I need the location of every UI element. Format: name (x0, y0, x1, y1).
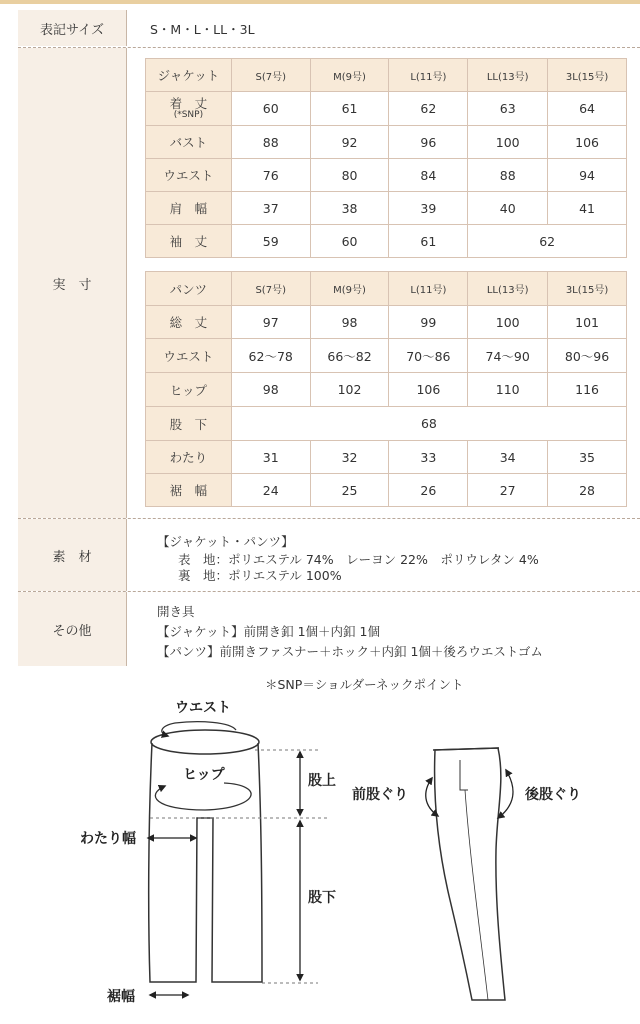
header-cell: S(7号) (231, 272, 310, 306)
table-cell: 59 (231, 225, 310, 258)
table-cell: 88 (468, 159, 548, 192)
material-line: 表 地：ポリエステル 74% レーヨン 22% ポリウレタン 4% (178, 552, 539, 567)
snp-note: ＊SNP＝ショルダーネックポイント (265, 677, 464, 692)
table-cell: 70〜86 (389, 339, 468, 373)
size-label: 表記サイズ (18, 10, 126, 46)
table-cell: 110 (468, 373, 548, 407)
table-cell: 27 (468, 474, 548, 507)
table-cell: 106 (548, 126, 627, 159)
waist-arrow (162, 722, 236, 736)
table-cell: 101 (548, 306, 627, 339)
hem-label: 裾幅 (107, 989, 135, 1005)
pants-side-outline (433, 748, 505, 1000)
table-cell: 33 (389, 441, 468, 474)
table-cell: 62〜78 (231, 339, 310, 373)
header-cell: M(9号) (310, 272, 389, 306)
row-label: 股 下 (146, 407, 232, 441)
waist-label: ウエスト (175, 700, 231, 716)
table-cell: 24 (231, 474, 310, 507)
row-label: ヒップ (146, 373, 232, 407)
header-cell: S(7号) (231, 59, 310, 92)
hip-label: ヒップ (183, 767, 225, 783)
table-cell: 80〜96 (548, 339, 627, 373)
table-cell: 100 (468, 126, 548, 159)
other-line: 【ジャケット】前開き釦 1個＋内釦 1個 (157, 624, 380, 639)
table-cell: 26 (389, 474, 468, 507)
header-cell: L(11号) (389, 272, 468, 306)
other-line: 【パンツ】前開きファスナー＋ホック＋内釦 1個＋後ろウエストゴム (157, 644, 543, 659)
row-label: 袖 丈 (146, 225, 232, 258)
back-rise-label: 後股ぐり (525, 787, 581, 803)
table-cell: 60 (231, 92, 310, 126)
row-label: バスト (146, 126, 232, 159)
header-cell: LL(13号) (468, 272, 548, 306)
table-cell: 92 (310, 126, 389, 159)
table-cell: 61 (389, 225, 468, 258)
measurement-label: 実 寸 (18, 48, 126, 518)
table-cell: 88 (231, 126, 310, 159)
table-cell: 84 (389, 159, 468, 192)
hip-arrow (155, 783, 251, 810)
row-label: わたり (146, 441, 232, 474)
table-cell: 34 (468, 441, 548, 474)
table-cell: 62 (468, 225, 627, 258)
table-cell: 37 (231, 192, 310, 225)
other-label: その他 (18, 592, 126, 666)
table-cell: 64 (548, 92, 627, 126)
table-cell: 25 (310, 474, 389, 507)
table-cell: 66〜82 (310, 339, 389, 373)
table-cell: 100 (468, 306, 548, 339)
row-label: 裾 幅 (146, 474, 232, 507)
front-rise-label: 前股ぐり (352, 787, 408, 803)
table-cell: 76 (231, 159, 310, 192)
table-cell: 60 (310, 225, 389, 258)
table-cell: 32 (310, 441, 389, 474)
table-cell: 28 (548, 474, 627, 507)
other-line: 開き具 (157, 604, 195, 619)
header-cell: ジャケット (146, 59, 232, 92)
inseam-label: 股下 (308, 890, 336, 906)
rise-label: 股上 (308, 773, 336, 789)
table-cell: 62 (389, 92, 468, 126)
table-cell: 38 (310, 192, 389, 225)
table-cell: 80 (310, 159, 389, 192)
table-cell: 97 (231, 306, 310, 339)
table-cell: 96 (389, 126, 468, 159)
header-cell: M(9号) (310, 59, 389, 92)
size-value: S・M・L・LL・3L (150, 22, 255, 37)
row-label: ウエスト (146, 159, 232, 192)
row-label: 肩 幅 (146, 192, 232, 225)
table-cell: 98 (310, 306, 389, 339)
material-line: 【ジャケット・パンツ】 (157, 534, 294, 549)
table-cell: 35 (548, 441, 627, 474)
watari-label: わたり幅 (80, 831, 136, 847)
table-cell: 41 (548, 192, 627, 225)
table-cell: 31 (231, 441, 310, 474)
row-label: ウエスト (146, 339, 232, 373)
table-cell: 61 (310, 92, 389, 126)
header-cell: 3L(15号) (548, 59, 627, 92)
header-cell: 3L(15号) (548, 272, 627, 306)
table-cell: 94 (548, 159, 627, 192)
table-cell: 116 (548, 373, 627, 407)
table-cell: 40 (468, 192, 548, 225)
material-label: 素 材 (18, 519, 126, 591)
table-cell: 102 (310, 373, 389, 407)
table-cell: 39 (389, 192, 468, 225)
table-cell: 98 (231, 373, 310, 407)
header-cell: L(11号) (389, 59, 468, 92)
table-cell: 106 (389, 373, 468, 407)
table-cell: 74〜90 (468, 339, 548, 373)
row-label: 着 丈 (*SNP) (146, 92, 232, 126)
material-line: 裏 地：ポリエステル 100% (178, 568, 342, 583)
table-cell: 63 (468, 92, 548, 126)
table-cell: 99 (389, 306, 468, 339)
header-cell: パンツ (146, 272, 232, 306)
table-cell: 68 (231, 407, 626, 441)
header-cell: LL(13号) (468, 59, 548, 92)
row-label: 総 丈 (146, 306, 232, 339)
